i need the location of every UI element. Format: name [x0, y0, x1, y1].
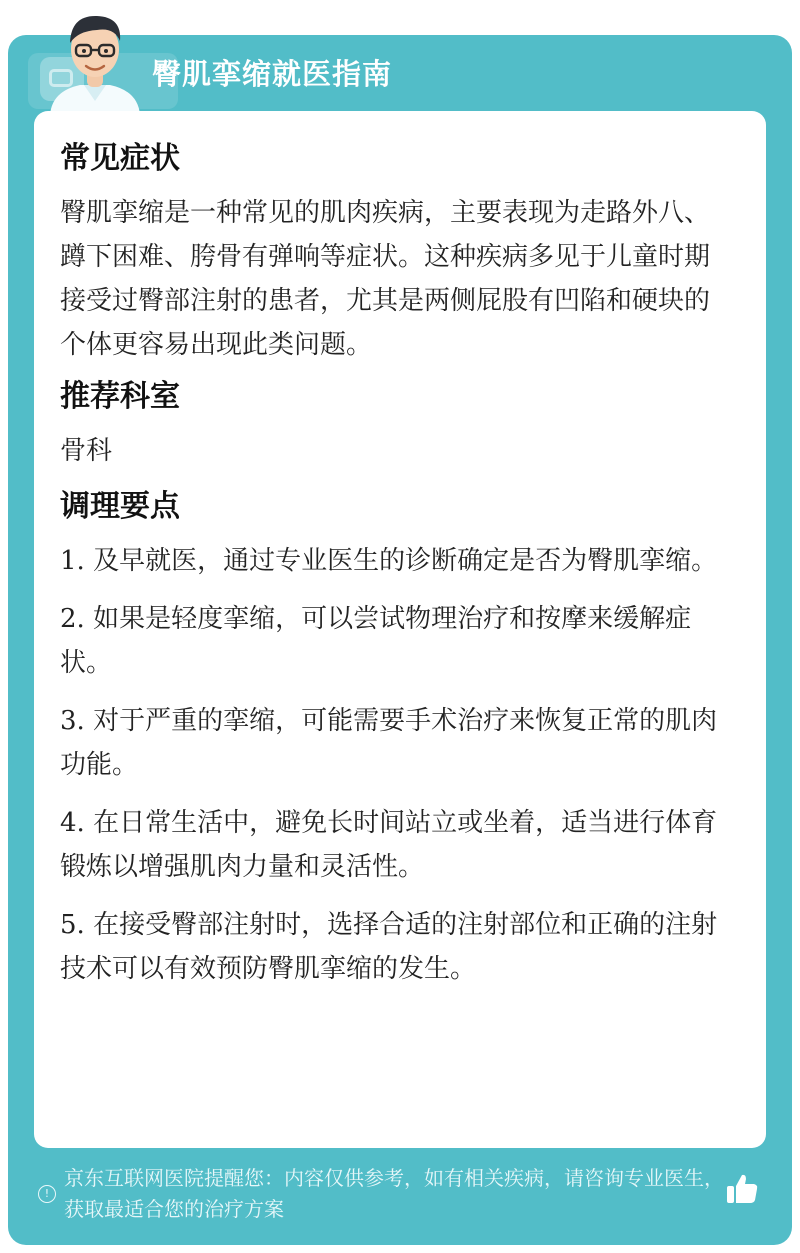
info-icon: !: [38, 1185, 56, 1203]
tip-number: 5.: [60, 910, 85, 940]
care-tip: [60, 903, 722, 991]
page-title: 臀肌挛缩就医指南: [152, 57, 393, 91]
content-card: [34, 111, 766, 1148]
department-text: 骨科: [60, 436, 113, 466]
care-tip: [60, 801, 722, 889]
disclaimer-text: 京东互联网医院提醒您：内容仅供参考，如有相关疾病，请咨询专业医生，获取最适合您的治疗方案: [64, 1166, 724, 1221]
tip-number: 1.: [60, 546, 85, 576]
tip-text: 对于严重的挛缩，可能需要手术治疗来恢复正常的肌肉功能。: [60, 706, 718, 780]
symptoms-text: 臀肌挛缩是一种常见的肌肉疾病，主要表现为走路外八、蹲下困难、胯骨有弹响等症状。这种疾病多见于儿童时期接受过臀部注射的患者，尤其是两侧屁股有凹陷和硬块的个体更容易出现此类问题。: [60, 198, 711, 360]
department-heading: 推荐科室: [60, 379, 180, 414]
thumbs-up-icon[interactable]: [724, 1171, 760, 1207]
doctor-avatar-icon: [40, 5, 150, 115]
care-tip: [60, 539, 722, 583]
tip-text: 如果是轻度挛缩，可以尝试物理治疗和按摩来缓解症状。: [60, 604, 692, 678]
tip-number: 2.: [60, 604, 85, 634]
care-tip: [60, 597, 722, 685]
care-heading: 调理要点: [60, 489, 180, 524]
tip-text: 在接受臀部注射时，选择合适的注射部位和正确的注射技术可以有效预防臀肌挛缩的发生。: [60, 910, 718, 984]
tip-text: 及早就医，通过专业医生的诊断确定是否为臀肌挛缩。: [84, 546, 718, 576]
care-tips-list: [60, 539, 722, 991]
tip-number: 4.: [60, 808, 85, 838]
tip-number: 3.: [60, 706, 85, 736]
care-tip: [60, 699, 722, 787]
symptoms-heading: 常见症状: [60, 141, 180, 176]
disclaimer-footer: [38, 1163, 738, 1225]
tip-text: 在日常生活中，避免长时间站立或坐着，适当进行体育锻炼以增强肌肉力量和灵活性。: [60, 808, 718, 882]
